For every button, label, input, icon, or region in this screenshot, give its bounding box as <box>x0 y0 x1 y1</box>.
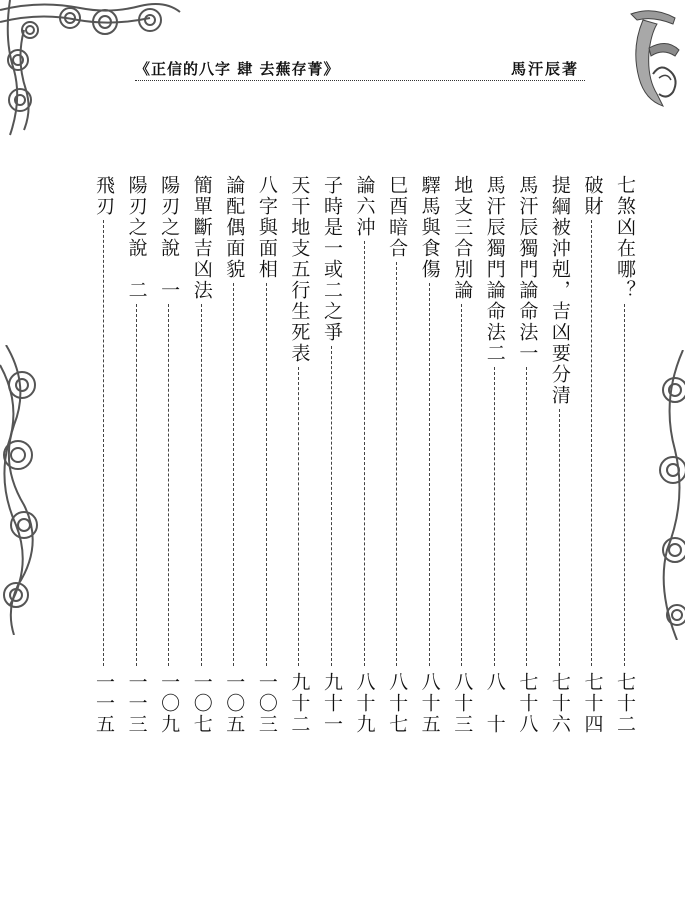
toc-entry-page: 一〇九 <box>158 672 181 735</box>
toc-entry[interactable] <box>580 175 604 735</box>
toc-entry-title: 簡單斷吉凶法 <box>190 175 213 301</box>
toc-entry[interactable] <box>613 175 637 735</box>
publisher-logo-icon <box>623 8 683 110</box>
corner-ornament-icon <box>0 0 185 140</box>
toc-entry[interactable] <box>418 175 442 735</box>
toc-entry-title: 論六沖 <box>353 175 376 238</box>
toc-entry-page: 一一五 <box>93 672 115 735</box>
toc-entry-title: 驛馬與食傷 <box>418 175 441 280</box>
toc-entry-title: 馬汗辰獨門論命法二 <box>483 175 506 364</box>
toc-entry[interactable] <box>450 175 474 735</box>
toc-entry-title: 提綱被沖剋，吉凶要分清 <box>548 175 571 406</box>
toc-entry-title: 馬汗辰獨門論命法一 <box>516 175 539 364</box>
toc-entry-title: 陽刃之說 二 <box>125 175 148 301</box>
toc-entry[interactable] <box>255 175 279 735</box>
toc-entry-title: 論配偶面貌 <box>223 175 246 280</box>
toc-entry[interactable] <box>483 175 507 735</box>
toc-entry-page: 八 十 <box>483 672 506 735</box>
toc-entry-page: 七十八 <box>516 672 539 735</box>
toc-entry-page: 一一三 <box>125 672 148 735</box>
toc-entry-page: 八十五 <box>418 672 441 735</box>
toc-entry[interactable] <box>320 175 344 735</box>
toc-entry[interactable] <box>515 175 539 735</box>
toc-entry[interactable] <box>353 175 377 735</box>
toc-entry[interactable] <box>125 175 149 735</box>
toc-entry-title: 巳酉暗合 <box>386 175 409 259</box>
toc-entry-page: 九十一 <box>320 672 343 735</box>
toc-entry[interactable] <box>222 175 246 735</box>
toc-entry-title: 飛刃 <box>93 175 115 217</box>
toc-entry-title: 八字與面相 <box>255 175 278 280</box>
author-name: 馬汗辰著 <box>510 60 579 78</box>
page-header <box>135 58 585 81</box>
toc-entry-page: 一〇三 <box>255 672 278 735</box>
toc-entry-page: 八十三 <box>451 672 474 735</box>
toc-entry-page: 七十六 <box>548 672 571 735</box>
toc-entry[interactable] <box>157 175 181 735</box>
toc-entry-title: 子時是一或二之爭 <box>320 175 343 343</box>
right-border-ornament-icon <box>655 350 685 640</box>
toc-entry[interactable] <box>548 175 572 735</box>
toc-entry-title: 破財 <box>581 175 604 217</box>
toc-entry-page: 七十四 <box>581 672 604 735</box>
toc-entry[interactable] <box>190 175 214 735</box>
toc-entry-page: 一〇七 <box>190 672 213 735</box>
toc-entry-page: 七十二 <box>614 672 636 735</box>
toc-entry-page: 八十七 <box>386 672 409 735</box>
toc-entry-page: 一〇五 <box>223 672 246 735</box>
toc-entry-title: 七煞凶在哪？ <box>614 175 636 301</box>
toc-entry-page: 八十九 <box>353 672 376 735</box>
toc-entry-title: 地支三合別論 <box>451 175 474 301</box>
left-border-ornament-icon <box>0 345 48 635</box>
toc-entry[interactable] <box>287 175 311 735</box>
toc-entry[interactable] <box>92 175 116 735</box>
toc-entry-title: 陽刃之說 一 <box>158 175 181 301</box>
toc-entry-page: 九十二 <box>288 672 311 735</box>
toc-entry[interactable] <box>385 175 409 735</box>
table-of-contents <box>92 175 637 735</box>
toc-entry-title: 天干地支五行生死表 <box>288 175 311 364</box>
book-title: 《正信的八字 肆 去蕪存菁》 <box>135 60 340 78</box>
